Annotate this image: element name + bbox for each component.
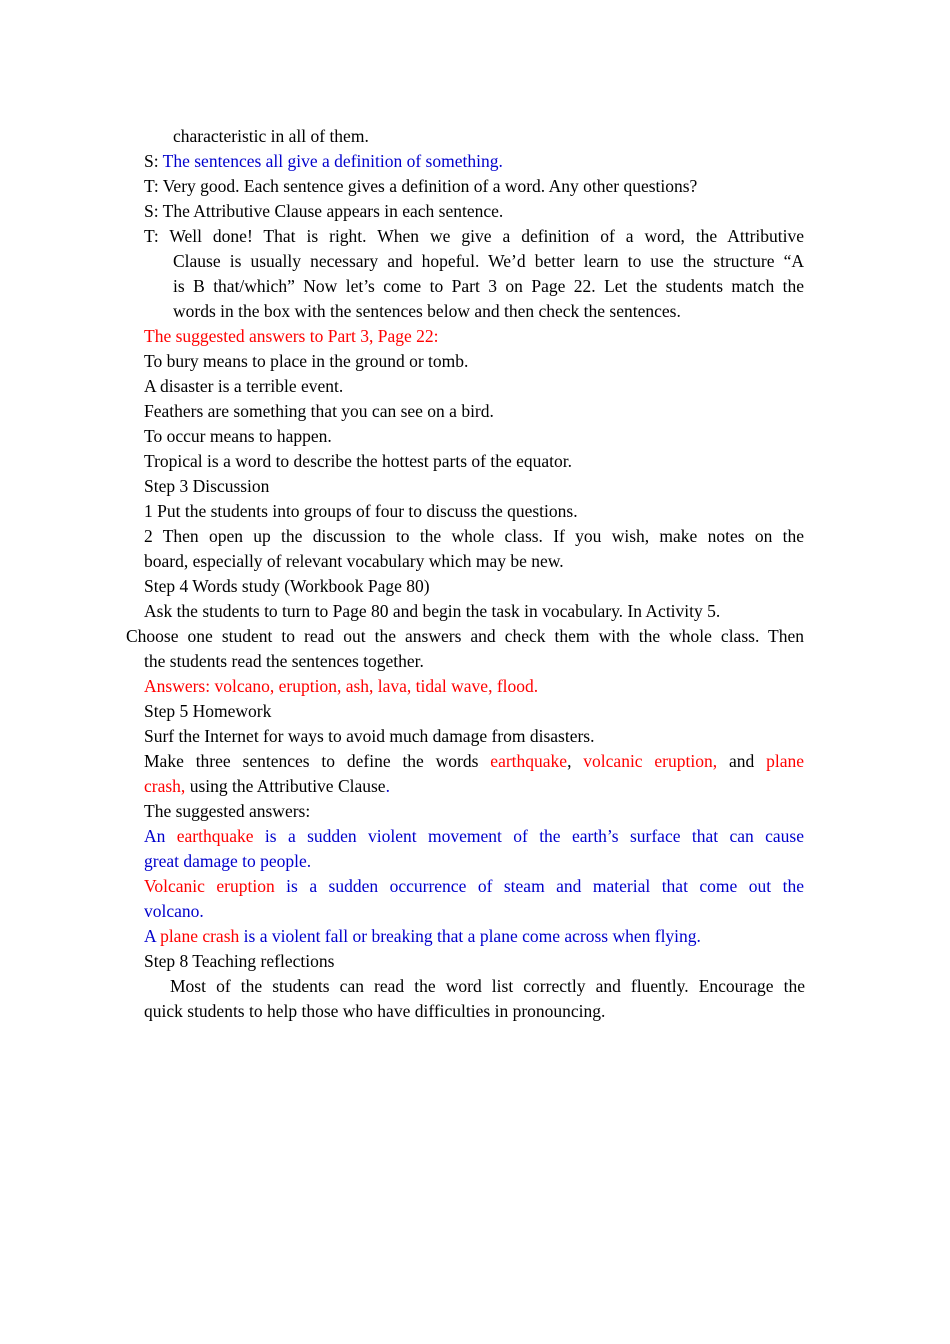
text-line: 2 Then open up the discussion to the whole class. If you wish, make notes on the <box>144 526 804 546</box>
text-line: quick students to help those who have difficulties in pronouncing. <box>144 1001 606 1021</box>
keyword: plane <box>766 751 804 771</box>
text-segment: A <box>144 926 161 946</box>
text-line: T: Very good. Each sentence gives a definition of a word. Any other questions? <box>144 176 698 196</box>
student-answer: The sentences all give a definition of something <box>162 151 499 171</box>
text-line: T: Well done! That is right. When we give a definition of a word, the Attributive <box>144 226 804 246</box>
text-line: Feathers are something that you can see on a bird. <box>144 401 494 421</box>
answer-line <box>144 824 804 849</box>
text-line: board, especially of relevant vocabulary which may be new. <box>144 551 564 571</box>
text-line <box>144 149 503 174</box>
text-line: characteristic in all of them. <box>173 126 369 146</box>
text-segment: An <box>144 826 177 846</box>
text-segment: using the Attributive Clause <box>185 776 386 796</box>
section-heading: The suggested answers to Part 3, Page 22: <box>144 326 439 346</box>
punctuation: . <box>385 776 390 796</box>
text-segment: is a sudden violent movement of the earth’s surface that can cause <box>253 826 804 846</box>
text-line: 1 Put the students into groups of four to discuss the questions. <box>144 501 578 521</box>
answer-line: great damage to people. <box>144 851 312 871</box>
answers-line: Answers: volcano, eruption, ash, lava, tidal wave, flood. <box>144 676 539 696</box>
text-line: To occur means to happen. <box>144 426 332 446</box>
text-segment: Make three sentences to define the words <box>144 751 491 771</box>
text-line: the students read the sentences together. <box>144 651 424 671</box>
speaker-label: S: <box>144 151 163 171</box>
answer-line <box>144 924 701 949</box>
text-line: Most of the students can read the word list correctly and fluently. Encourage the <box>170 976 805 996</box>
text-line: Ask the students to turn to Page 80 and begin the task in vocabulary. In Activity 5. <box>144 601 721 621</box>
step-heading: Step 4 Words study (Workbook Page 80) <box>144 576 430 596</box>
keyword: volcanic eruption, <box>583 751 718 771</box>
keyword: earthquake <box>176 826 254 846</box>
step-heading: Step 8 Teaching reflections <box>144 951 335 971</box>
text-line: To bury means to place in the ground or tomb. <box>144 351 469 371</box>
keyword: crash, <box>144 776 186 796</box>
step-heading: Step 3 Discussion <box>144 476 270 496</box>
text-line: is B that/which” Now let’s come to Part 3 on Page 22. Let the students match the <box>173 276 804 296</box>
text-line <box>144 749 804 774</box>
text-line: Choose one student to read out the answers and check them with the whole class. Then <box>126 626 804 646</box>
keyword: plane crash <box>160 926 240 946</box>
keyword: Volcanic eruption <box>144 876 275 896</box>
step-heading: Step 5 Homework <box>144 701 272 721</box>
keyword: earthquake <box>490 751 568 771</box>
text-line: The suggested answers: <box>144 801 311 821</box>
punctuation: . <box>498 151 503 171</box>
text-segment: , <box>567 751 584 771</box>
answer-line <box>144 874 804 899</box>
text-line: Tropical is a word to describe the hottest parts of the equator. <box>144 451 573 471</box>
text-segment: is a sudden occurrence of steam and material that come out the <box>274 876 804 896</box>
text-line <box>144 774 390 799</box>
text-line: Surf the Internet for ways to avoid much damage from disasters. <box>144 726 595 746</box>
text-segment: and <box>717 751 767 771</box>
text-line: A disaster is a terrible event. <box>144 376 344 396</box>
text-line: words in the box with the sentences below and then check the sentences. <box>173 301 681 321</box>
text-line: S: The Attributive Clause appears in each sentence. <box>144 201 504 221</box>
text-segment: is a violent fall or breaking that a plane come across when flying. <box>239 926 701 946</box>
text-line: Clause is usually necessary and hopeful. We’d better learn to use the structure “A <box>173 251 804 271</box>
answer-line: volcano. <box>144 901 204 921</box>
